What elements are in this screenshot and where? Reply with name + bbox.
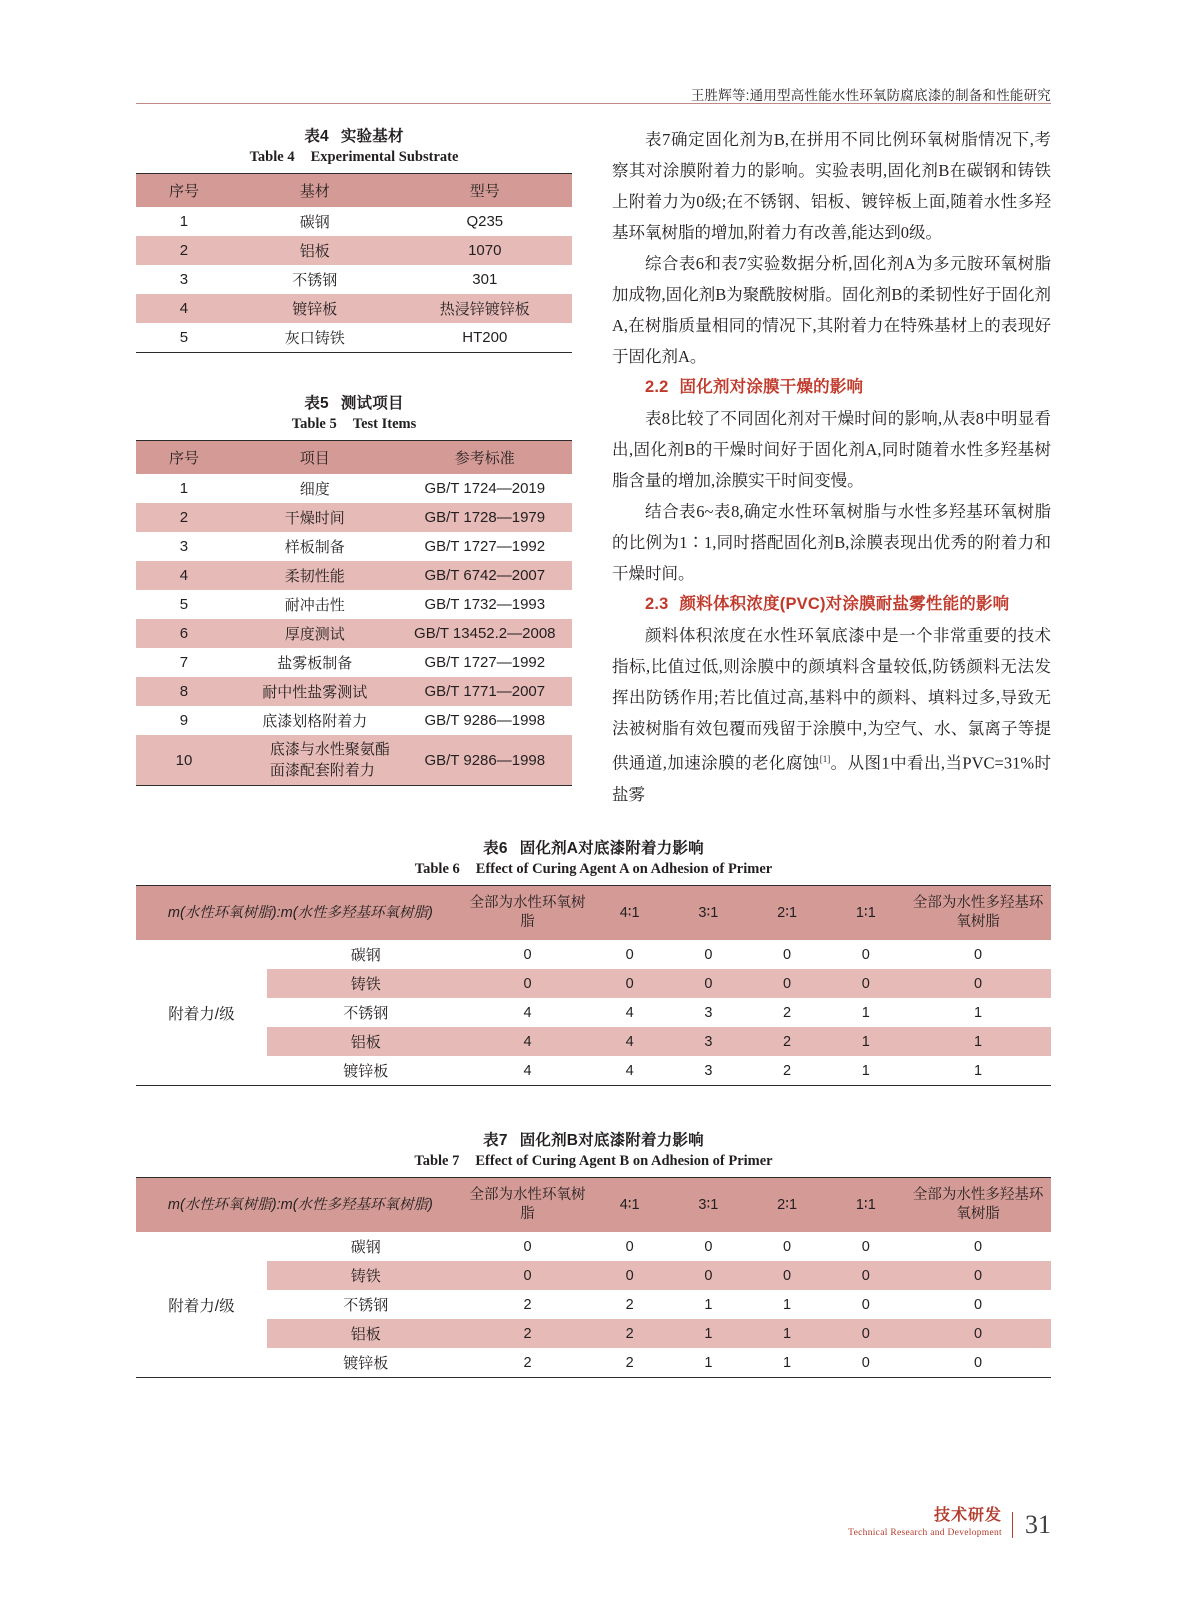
table6-caption-number: 表6	[483, 840, 508, 857]
cell: 4	[523, 1033, 532, 1050]
table7-col-header: 3∶1	[698, 1196, 719, 1213]
section-title: 固化剂对涂膜干燥的影响	[679, 378, 864, 396]
cell: GB/T 1771—2007	[424, 683, 546, 700]
table-row	[136, 590, 572, 619]
table6-col-header: 1∶1	[855, 904, 876, 921]
table6-header-row	[136, 886, 1051, 941]
cell: GB/T 1728—1979	[424, 509, 546, 526]
cell: 0	[704, 1267, 713, 1284]
table4-col-header: 序号	[168, 183, 199, 200]
cell: 1	[704, 1354, 713, 1371]
cell: 3	[704, 1033, 713, 1050]
section-number: 2.3	[645, 595, 669, 613]
table7-caption-number: 表7	[483, 1132, 508, 1149]
table5-caption-en	[136, 416, 572, 433]
cell: 2	[625, 1325, 634, 1342]
table-row	[136, 619, 572, 648]
cell: 0	[974, 946, 983, 963]
paragraph	[612, 620, 1051, 810]
cell: 8	[179, 683, 189, 700]
table-row	[136, 1056, 1051, 1086]
cell: GB/T 1727—1992	[424, 654, 546, 671]
substrate: 不锈钢	[343, 1297, 389, 1314]
table7-row-group-label: 附着力/级	[168, 1297, 235, 1315]
table4-caption-en-text: Experimental Substrate	[310, 149, 459, 165]
cell: 1	[783, 1296, 792, 1313]
cell: 1	[861, 1062, 870, 1079]
cell: 5	[179, 596, 189, 613]
table5-col-header: 参考标准	[454, 450, 515, 467]
cell: 0	[861, 1267, 870, 1284]
cell: 底漆划格附着力	[262, 713, 368, 730]
cell: 1	[179, 213, 189, 230]
substrate: 铸铁	[350, 1268, 381, 1285]
cell: 干燥时间	[284, 510, 345, 527]
cell: 0	[783, 1267, 792, 1284]
cell: 1070	[468, 242, 502, 259]
cell: 10	[175, 751, 193, 769]
table7-caption-en-number: Table 7	[414, 1153, 460, 1169]
substrate: 铸铁	[350, 976, 381, 993]
table5-caption-en-number: Table 5	[291, 416, 337, 432]
cell: 热浸锌镀锌板	[439, 301, 530, 318]
cell: 0	[625, 1267, 634, 1284]
cell: 2	[783, 1004, 792, 1021]
cell: GB/T 9286—1998	[424, 712, 546, 729]
cell: 2	[625, 1354, 634, 1371]
cell: GB/T 1727—1992	[424, 538, 546, 555]
table7-caption-en-text: Effect of Curing Agent B on Adhesion of Primer	[475, 1153, 773, 1169]
table5-header-row	[136, 441, 572, 475]
page-footer	[848, 1502, 1051, 1538]
cell: 样板制备	[284, 539, 345, 556]
cell: 0	[783, 946, 792, 963]
cell: 镀锌板	[292, 301, 338, 318]
cell: 0	[783, 975, 792, 992]
cell: 0	[974, 1238, 983, 1255]
reference-marker: [1]	[819, 754, 831, 764]
table-row	[136, 532, 572, 561]
table6-caption-en-text: Effect of Curing Agent A on Adhesion of Primer	[475, 861, 773, 877]
running-head: 王胜辉等:通用型高性能水性环氧防腐底漆的制备和性能研究	[690, 88, 1051, 103]
cell: 0	[704, 1238, 713, 1255]
cell: 2	[179, 242, 189, 259]
cell: 1	[861, 1004, 870, 1021]
table-row	[136, 1348, 1051, 1378]
right-column	[612, 124, 1051, 810]
table4-caption-en	[136, 149, 572, 166]
cell: 2	[179, 509, 189, 526]
cell: 碳钢	[299, 214, 330, 231]
cell: 细度	[299, 481, 330, 498]
table5-caption-en-text: Test Items	[352, 416, 417, 432]
cell: 2	[783, 1033, 792, 1050]
substrate: 碳钢	[350, 1239, 381, 1256]
paragraph-text-cont: 。从图1中看出,当PVC=31%时盐雾	[612, 753, 1051, 804]
table-row	[136, 294, 572, 323]
substrate: 镀锌板	[343, 1355, 389, 1372]
cell: 4	[179, 567, 189, 584]
cell: 0	[861, 975, 870, 992]
page-number: 31	[1012, 1512, 1051, 1538]
table5-caption-text: 测试项目	[340, 395, 404, 412]
cell: 301	[472, 271, 498, 288]
substrate: 铝板	[350, 1326, 381, 1343]
cell: 0	[861, 1296, 870, 1313]
table6-col-header: 全部为水性多羟基环氧树脂	[912, 895, 1044, 930]
table-row	[136, 474, 572, 503]
cell: 1	[783, 1354, 792, 1371]
table-row	[136, 1232, 1051, 1261]
table-row	[136, 323, 572, 353]
left-column	[136, 124, 572, 786]
table-row	[136, 677, 572, 706]
table5-col-header: 项目	[299, 450, 330, 467]
table6-col-header: 2∶1	[777, 904, 798, 921]
paragraph: 结合表6~表8,确定水性环氧树脂与水性多羟基环氧树脂的比例为1∶1,同时搭配固化剂B,涂膜表现出优秀的附着力和干燥时间。	[612, 502, 1051, 583]
section-heading-2-2	[612, 372, 1051, 403]
cell: 4	[523, 1062, 532, 1079]
table5-col-header: 序号	[168, 450, 199, 467]
table-row	[136, 561, 572, 590]
section-heading-2-3	[612, 589, 1051, 620]
cell: 0	[974, 975, 983, 992]
cell: 4	[179, 300, 189, 317]
cell: 4	[625, 1062, 634, 1079]
cell: 4	[625, 1004, 634, 1021]
table7-col-header: 1∶1	[855, 1196, 876, 1213]
cell: GB/T 1732—1993	[424, 596, 546, 613]
paragraph-text: 颜料体积浓度在水性环氧底漆中是一个非常重要的技术指标,比值过低,则涂膜中的颜填料含量较低,防锈颜料无法发挥出防锈作用;若比值过高,基料中的颜料、填料过多,导致无法被树脂有效包覆而残留于涂膜中,为空气、水、氯离子等提供通道,加速涂膜的老化腐蚀	[612, 626, 1051, 773]
cell: 4	[523, 1004, 532, 1021]
table7	[136, 1177, 1051, 1378]
table-row	[136, 1261, 1051, 1290]
table7-col-header: 4∶1	[619, 1196, 640, 1213]
table6-ratio-header: m(水性环氧树脂):m(水性多羟基环氧树脂)	[167, 904, 433, 921]
substrate: 不锈钢	[343, 1005, 389, 1022]
cell: 耐中性盐雾测试	[262, 684, 368, 701]
table6	[136, 885, 1051, 1086]
table4-caption-cn	[136, 124, 572, 146]
table5-caption-cn	[136, 391, 572, 413]
paragraph: 表7确定固化剂为B,在拼用不同比例环氧树脂情况下,考察其对涂膜附着力的影响。实验表明,固化剂B在碳钢和铸铁上附着力为0级;在不锈钢、铝板、镀锌板上面,随着水性多羟基环氧树脂的增加,附着力有改善,能达到0级。	[612, 130, 1051, 242]
table-row	[136, 940, 1051, 969]
footer-text	[848, 1502, 1002, 1538]
cell: 1	[974, 1033, 983, 1050]
cell: 0	[861, 1325, 870, 1342]
table6-caption-en	[136, 861, 1051, 878]
table-row	[136, 706, 572, 735]
table7-caption-text: 固化剂B对底漆附着力影响	[519, 1132, 704, 1149]
cell: 6	[179, 625, 189, 642]
substrate: 镀锌板	[343, 1063, 389, 1080]
cell: 2	[523, 1296, 532, 1313]
table-row	[136, 998, 1051, 1027]
cell: 厚度测试	[284, 626, 345, 643]
cell: 1	[704, 1296, 713, 1313]
table4-col-header: 型号	[469, 183, 500, 200]
cell: HT200	[462, 329, 508, 346]
table-row	[136, 207, 572, 236]
cell: 0	[625, 975, 634, 992]
cell: 0	[523, 946, 532, 963]
spacer	[136, 353, 572, 391]
cell: GB/T 1724—2019	[424, 480, 546, 497]
table-row	[136, 1319, 1051, 1348]
table4-caption-en-number: Table 4	[249, 149, 295, 165]
cell: 3	[179, 538, 189, 555]
table6-caption-cn	[136, 836, 1051, 858]
cell: 0	[704, 946, 713, 963]
paragraph: 表8比较了不同固化剂对干燥时间的影响,从表8中明显看出,固化剂B的干燥时间好于固化剂A,同时随着水性多羟基树脂含量的增加,涂膜实干时间变慢。	[612, 409, 1051, 490]
cell: 灰口铸铁	[284, 330, 345, 347]
table4-block	[136, 124, 572, 353]
table7-ratio-header: m(水性环氧树脂):m(水性多羟基环氧树脂)	[167, 1196, 433, 1213]
table-row	[136, 735, 572, 786]
cell: 0	[974, 1325, 983, 1342]
footer-section-en: Technical Research and Development	[848, 1528, 1002, 1538]
cell: GB/T 13452.2—2008	[414, 625, 556, 642]
cell: 0	[704, 975, 713, 992]
table7-caption-en	[136, 1153, 1051, 1170]
table-row	[136, 1027, 1051, 1056]
table-row	[136, 265, 572, 294]
table7-col-header: 2∶1	[777, 1196, 798, 1213]
cell: 2	[523, 1354, 532, 1371]
table7-col-header: 全部为水性环氧树脂	[469, 1187, 586, 1222]
cell: 7	[179, 654, 189, 671]
footer-section-cn: 技术研发	[933, 1507, 1002, 1524]
table6-caption-en-number: Table 6	[414, 861, 460, 877]
table6-row-group-label: 附着力/级	[168, 1005, 235, 1023]
cell: 3	[704, 1062, 713, 1079]
table4-header-row	[136, 174, 572, 208]
table7-block	[136, 1128, 1051, 1378]
table-row	[136, 648, 572, 677]
table4-caption-text: 实验基材	[340, 128, 404, 145]
table6-col-header: 3∶1	[698, 904, 719, 921]
cell: 4	[625, 1033, 634, 1050]
cell: GB/T 6742—2007	[424, 567, 546, 584]
cell: GB/T 9286—1998	[424, 751, 546, 769]
cell: 0	[861, 1354, 870, 1371]
cell: 不锈钢	[292, 272, 338, 289]
cell: 0	[523, 1238, 532, 1255]
table7-caption-cn	[136, 1128, 1051, 1150]
cell: 底漆与水性聚氨酯面漆配套附着力	[269, 741, 390, 779]
section-number: 2.2	[645, 378, 669, 396]
cell: Q235	[466, 213, 504, 230]
table7-col-header: 全部为水性多羟基环氧树脂	[912, 1187, 1044, 1222]
cell: 0	[783, 1238, 792, 1255]
cell: 2	[523, 1325, 532, 1342]
table5-block	[136, 391, 572, 786]
cell: 柔韧性能	[284, 568, 345, 585]
table6-col-header: 全部为水性环氧树脂	[469, 895, 586, 930]
cell: 2	[625, 1296, 634, 1313]
table5	[136, 440, 572, 786]
cell: 1	[974, 1004, 983, 1021]
cell: 5	[179, 329, 189, 346]
cell: 2	[783, 1062, 792, 1079]
cell: 1	[179, 480, 189, 497]
cell: 0	[974, 1267, 983, 1284]
table-row	[136, 503, 572, 532]
running-head-rule	[136, 103, 1051, 104]
cell: 9	[179, 712, 189, 729]
table6-caption-text: 固化剂A对底漆附着力影响	[519, 840, 704, 857]
table-row	[136, 969, 1051, 998]
cell: 0	[861, 946, 870, 963]
paragraph: 综合表6和表7实验数据分析,固化剂A为多元胺环氧树脂加成物,固化剂B为聚酰胺树脂。固化剂B的柔韧性好于固化剂A,在树脂质量相同的情况下,其附着力在特殊基材上的表现好于固化剂A。	[612, 254, 1051, 366]
table-row	[136, 236, 572, 265]
table5-caption-number: 表5	[304, 395, 329, 412]
cell: 0	[861, 1238, 870, 1255]
table-row	[136, 1290, 1051, 1319]
substrate: 铝板	[350, 1034, 381, 1051]
cell: 铝板	[299, 243, 330, 260]
cell: 盐雾板制备	[277, 655, 353, 672]
cell: 3	[704, 1004, 713, 1021]
cell: 0	[625, 1238, 634, 1255]
cell: 0	[974, 1296, 983, 1313]
cell: 0	[974, 1354, 983, 1371]
table7-header-row	[136, 1178, 1051, 1233]
cell: 0	[523, 1267, 532, 1284]
cell: 0	[625, 946, 634, 963]
cell: 1	[974, 1062, 983, 1079]
table6-col-header: 4∶1	[619, 904, 640, 921]
table4-col-header: 基材	[299, 183, 330, 200]
cell: 1	[704, 1325, 713, 1342]
substrate: 碳钢	[350, 947, 381, 964]
section-title: 颜料体积浓度(PVC)对涂膜耐盐雾性能的影响	[679, 595, 1010, 613]
cell: 1	[783, 1325, 792, 1342]
cell: 耐冲击性	[284, 597, 345, 614]
cell: 0	[523, 975, 532, 992]
cell: 3	[179, 271, 189, 288]
table6-block	[136, 836, 1051, 1086]
table4-caption-number: 表4	[304, 128, 329, 145]
cell: 1	[861, 1033, 870, 1050]
table4	[136, 173, 572, 353]
